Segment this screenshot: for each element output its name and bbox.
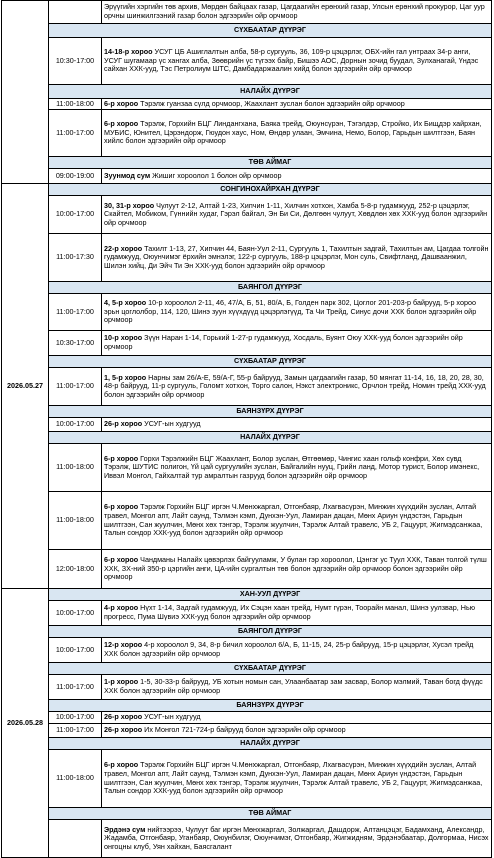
district-name: НАЛАЙХ ДҮҮРЭГ — [49, 85, 492, 99]
district-name: НАЛАЙХ ДҮҮРЭГ — [49, 432, 492, 444]
district-header-row — [2, 432, 492, 444]
schedule-row — [2, 1, 492, 24]
time-cell — [49, 1, 102, 24]
location-cell — [102, 712, 492, 724]
schedule-row — [2, 38, 492, 85]
khoroo-label: 4, 5-р хороо — [104, 298, 147, 308]
location-description: Зүүн Наран 1-14, Горький 1-27-р гудамжууд, Хосдаль, Буянт Оюу ХХК-ууд болон эдгээрийн ойр орчмоор — [104, 333, 463, 351]
schedule-row — [2, 492, 492, 550]
location-cell — [102, 1, 492, 24]
location-cell — [102, 169, 492, 184]
khoroo-label: 1-р хороо — [104, 677, 139, 687]
khoroo-label: Эрдэнэ сум — [104, 824, 146, 834]
khoroo-label: 26-р хороо — [104, 725, 143, 735]
khoroo-label: 26-р хороо — [104, 419, 143, 429]
location-description: Тэрэлж гуанзаа сүлд орчмоор, Жаахлант зуслан болон эдгээрийн ойр орчмоор — [138, 98, 405, 108]
district-header-row — [2, 663, 492, 675]
district-header-row — [2, 738, 492, 750]
district-name: НАЛАЙХ ДҮҮРЭГ — [49, 738, 492, 750]
location-cell — [102, 418, 492, 432]
location-cell — [102, 331, 492, 356]
location-description: Нүхт 1-14, Задгай гудамжууд, Их Сэцэн хаан трейд, Нумт гүрэн, Тоорайн манал, Шинэ уулзвар, Нью прогресс, Пума Шүвиэ ХХК-ууд болон эдгээрийн ойр орчмоор — [104, 603, 476, 621]
time-cell: 11:00-18:00 — [49, 99, 102, 110]
location-cell — [102, 368, 492, 406]
district-name: БАЯНЗҮРХ ДҮҮРЭГ — [49, 700, 492, 712]
district-name: ХАН-УУЛ ДҮҮРЭГ — [49, 589, 492, 601]
district-header-row — [2, 700, 492, 712]
schedule-row — [2, 601, 492, 626]
district-name: БАЯНЗҮРХ ДҮҮРЭГ — [49, 406, 492, 418]
khoroo-label: 22-р хороо — [104, 243, 143, 253]
khoroo-label: 6-р хороо — [104, 98, 139, 108]
location-description: Чандманы Налайх цөвэрлэх байгууламж, У булан гэр хороолол, Цэнгэг ус Туул ХХК, Таван толгой түлш ХХК, ЗХ-ний 350-р цэргийн анги, ЦА-ийн сургалтын төв болон эдгээрийн ойр орчмоор болон эдгээрийн ойр орчмоор — [104, 555, 487, 582]
district-header-row — [2, 24, 492, 38]
schedule-row — [2, 110, 492, 157]
district-name: БАЯНГОЛ ДҮҮРЭГ — [49, 282, 492, 294]
location-cell — [102, 820, 492, 858]
location-description: Чулуут 2-12, Алтай 1-23, Хипчин 1-11, Хилчин хотхон, Хамба 5-8-р гудамжууд, 252-р цэцэрлэг, Скайтел, Мобиком, Гүннийн худаг, Гэрэл байгал, Эн Би Си, Дөлгөөн чулуут, Хөвдлөн хөх ХХК-ууд болон эдгээрийн ойр орчмоор — [104, 200, 488, 227]
location-cell — [102, 724, 492, 738]
location-description: Эрүүгийн хэргийн төв архив, Мөрдөн байцаах газар, Цагдаагийн ерөнхий газар, Улсын ерөнхий прокурор, Цаг уур орчны шинжилгээний газар болон эдгээрийн ойр орчмоор — [104, 2, 485, 20]
khoroo-label: 6-р хороо — [104, 119, 139, 129]
location-description: Тэрэлж, Горхийн БЦГ Линдангхана, Баяка трейд, Оюунсүрэн, Тэгэлдэр, Стройко, Их Бищдэр хайрхан, МУБИС, Юнител, Цэрэндорж, Гюудон хаус, Ном, Өндөр улаан, Эмчина, Немо, Болор, Гарьдын шилтгээн, Баян хийлс болон эдгээрийн ойр орчмоор — [104, 119, 482, 146]
district-header-row — [2, 406, 492, 418]
district-header-row — [2, 85, 492, 99]
power-outage-schedule-table — [1, 0, 492, 858]
schedule-row — [2, 418, 492, 432]
location-description: Горхи Тэрэлжийн БЦГ Жаахлант, Болор зуслан, Өтгөөмөр, Чингис хаан гольф конфри, Хөх сувд Тэрэлж, ШУТИС полигон, Үй цай сургуулийн зуслан, Байгалийн нууц, Грийн ланд, Мотор турист, Болор имэнекс, Иввэл Монгол, Гайхалтай тур амралтын газрууд болон эдгээрийн ойр орчмоор — [104, 453, 480, 480]
location-description: 10-р хороолол 2-11, 46, 47/А, Б, 51, 80/А, Б, Голден парк 302, Цоглог 201-203-р байрууд, 5-р хороо эрьн цоглолбор, 114, 120, Шинэ зуун хүүхдүүд цэцэрлэгүүд, Та Чи Трейд, Синус дочи ХХК болон эдгээрийн ойр орчмоор — [104, 298, 477, 325]
schedule-row — [2, 724, 492, 738]
time-cell: 11:00-17:00 — [49, 110, 102, 157]
khoroo-label: 10-р хороо — [104, 333, 143, 343]
time-cell: 10:30-17:00 — [49, 331, 102, 356]
schedule-row — [2, 675, 492, 700]
location-description: 1-5, 30-33-р байрууд, УБ хотын номын сан, Улаанбаатар зам засвар, Болор мэлмий, Таван богд фүүдс ХХК болон эдгээрийн ойр орчмоор — [104, 677, 483, 695]
date-cell: 2026.05.27 — [2, 184, 49, 589]
district-name: СҮХБААТАР ДҮҮРЭГ — [49, 663, 492, 675]
khoroo-label: 14-18-р хороо — [104, 47, 153, 57]
district-header-row — [2, 157, 492, 169]
district-header-row — [2, 356, 492, 368]
time-cell: 10:00-17:00 — [49, 712, 102, 724]
time-cell: 10:00-17:00 — [49, 196, 102, 234]
location-description: УСУГ-ын худгууд — [142, 712, 201, 722]
schedule-row — [2, 712, 492, 724]
location-cell — [102, 492, 492, 550]
location-description: УСУГ-ын худгууд — [142, 419, 201, 429]
time-cell: 10:00-17:00 — [49, 418, 102, 432]
district-name: СҮХБААТАР ДҮҮРЭГ — [49, 356, 492, 368]
location-cell — [102, 99, 492, 110]
location-cell — [102, 750, 492, 808]
location-description: нийтээрээ, Чулуут баг иргэн Мөнхжаргал, Золжаргал, Дашдорж, Алтанцэцэг, Бадамханд, Александр, Жадамба, Отгонбаяр, Уганбаяр, Оюунбилэг, Оюунчимэг, Отгонбаяр, Жигжидням, Эрдэнэбаатар, Долгормаа, Нисэх онгоцны клуб, Уян хайхан, Баясгалант — [104, 824, 489, 851]
location-cell — [102, 550, 492, 589]
khoroo-label: 1, 5-р хороо — [104, 372, 147, 382]
time-cell: 11:00-18:00 — [49, 444, 102, 492]
time-cell: 11:00-17:00 — [49, 368, 102, 406]
location-description: УСУГ ЦБ Ашиглалтын алба, 58-р сургууль, 36, 109-р цэцэрлэг, ОБХ-ийн гал унтраах 34-р анги, УСУГ шугамаар үс хангах алба, Зөөврийн үс түгээх байр, Бишээ АОС, Дорнын зочид буудал, Зулханагай, Үндэс сайхан ХХК-ууд, Тэс Петролиум ШТС, Дамбадаржаалин хийд болон эдгээрийн ойр орчмоор — [104, 47, 479, 74]
location-description: Тэрэлж Горхийн БЦГ иргэн Ч.Мөнхжаргал, Отгонбаяр, Лхагвасүрэн, Минжин хүүхдийн зуслан, Алтай травел, Монгол апт, Лайт саунд, Тэлмэн кэмп, Дунхэн-Уул, Ламиран дацан, Мөнх Ариун үндэстэн, Гарьдын шилтгээн, Сан жуулчин, Мөнх хөх тэнгэр, Тэрэлж жуулчин, Тэрэлж Алтай травелс, УБ 2, Гацуурт, Жигмэдсанжаа, Талын сондор ХХК-ууд болон эдгээрийн ойр орчмоор — [104, 502, 483, 538]
schedule-row — [2, 196, 492, 234]
location-cell — [102, 444, 492, 492]
location-description: Тахилт 1-13, 27, Хипчин 44, Баян-Уул 2-11, Сургууль 1, Тахилтын задгай, Тахилтын ам, Цагдаа толгойн гудамжууд, Оюунчимэг ёрхийн эмнэлэг, 122-р сургууль, 188-р цэцэрлэг, Мон суль, Свифтланд, Дашваанжил, Шилэн хийц, Ди Эйч Ти Эн ХХК-ууд болон эдгээрийн ойр орчмоор — [104, 243, 489, 270]
location-cell — [102, 110, 492, 157]
schedule-row — [2, 368, 492, 406]
time-cell: 10:00-17:00 — [49, 638, 102, 663]
time-cell: 09:00-19:00 — [49, 169, 102, 184]
khoroo-label: 6-р хороо — [104, 453, 139, 463]
khoroo-label: 12-р хороо — [104, 640, 143, 650]
location-cell — [102, 675, 492, 700]
khoroo-label: 26-р хороо — [104, 712, 143, 722]
khoroo-label: 30, 31-р хороо — [104, 200, 155, 210]
khoroo-label: 6-р хороо — [104, 760, 139, 770]
time-cell: 11:00-17:00 — [49, 724, 102, 738]
time-cell: 11:00-17:00 — [49, 294, 102, 331]
district-name: БАЯНГОЛ ДҮҮРЭГ — [49, 626, 492, 638]
khoroo-label: 6-р хороо — [104, 502, 139, 512]
location-cell — [102, 638, 492, 663]
time-cell — [49, 820, 102, 858]
location-cell — [102, 294, 492, 331]
district-header-row — [2, 626, 492, 638]
location-description: Нарны зам 26/А-Е, 59/А-Г, 55-р байрууд, Замын цагдаагийн газар, 50 мянгат 11-14, 16, 18, 20, 28, 30, 48-р байрууд, 11-р сургууль, Голомт хотхон, Торго салон, Нэкст электроникс, Орчлон трейд, Номин трейд ХХК-ууд болон эдгээрийн ойр орчмоор — [104, 372, 486, 399]
location-cell — [102, 234, 492, 282]
schedule-row — [2, 169, 492, 184]
time-cell: 11:00-17:30 — [49, 234, 102, 282]
schedule-row — [2, 750, 492, 808]
district-name: ТӨВ АЙМАГ — [49, 157, 492, 169]
district-header-row — [2, 184, 492, 196]
location-description: Тэрэлж Горхийн БЦГ иргэн Ч.Мөнхжаргал, Отгонбаяр, Лхагвасүрэн, Минжин хүүхдийн зуслан, Алтай травел, Монгол апт, Лайт саунд, Тэлмэн кэмп, Дунхэн-Уул, Ламиран дацан, Мөнх Ариун үндэстэн, Гарьдын шилтгээн, Сан жуулчин, Мөнх хөх тэнгэр, Тэрэлж жуулчин, Тэрэлж Алтай травелс, УБ 2, Гацуурт, Жигмэдсанжаа, Талын сондор ХХК-ууд болон эдгээрийн ойр орчмоор — [104, 760, 483, 796]
schedule-row — [2, 331, 492, 356]
district-name: ТӨВ АЙМАГ — [49, 808, 492, 820]
date-cell: 2026.05.28 — [2, 589, 49, 858]
schedule-row — [2, 638, 492, 663]
time-cell: 12:00-18:00 — [49, 550, 102, 589]
location-description: Их Монгол 721-724-р байрууд болон эдгээрийн ойр орчмоор — [142, 725, 346, 735]
district-name: СОНГИНОХАЙРХАН ДҮҮРЭГ — [49, 184, 492, 196]
location-description: Жишиг хороолол 1 болон ойр орчмоор — [150, 170, 282, 180]
district-header-row — [2, 808, 492, 820]
location-description: 4-р хороолол 9, 34, 8-р бичил хороолол 6/А, Б, 11-15, 24, 25-р байрууд, 15-р цэцэрлэг, Хусэл трейд ХХК болон эдгээрийн ойр орчмоор — [104, 640, 474, 658]
district-header-row — [2, 282, 492, 294]
time-cell: 11:00-18:00 — [49, 492, 102, 550]
khoroo-label: 4-р хороо — [104, 603, 139, 613]
schedule-row — [2, 294, 492, 331]
schedule-row — [2, 99, 492, 110]
location-cell — [102, 196, 492, 234]
date-cell — [2, 1, 49, 184]
district-name: СҮХБААТАР ДҮҮРЭГ — [49, 24, 492, 38]
khoroo-label: 6-р хороо — [104, 555, 139, 565]
district-header-row — [2, 589, 492, 601]
time-cell: 10:00-17:00 — [49, 601, 102, 626]
schedule-row — [2, 234, 492, 282]
time-cell: 10:30-17:00 — [49, 38, 102, 85]
location-cell — [102, 38, 492, 85]
time-cell: 11:00-17:00 — [49, 675, 102, 700]
schedule-row — [2, 444, 492, 492]
schedule-row — [2, 550, 492, 589]
khoroo-label: Зуунмод сум — [104, 170, 151, 180]
location-cell — [102, 601, 492, 626]
schedule-row — [2, 820, 492, 858]
time-cell: 11:00-18:00 — [49, 750, 102, 808]
